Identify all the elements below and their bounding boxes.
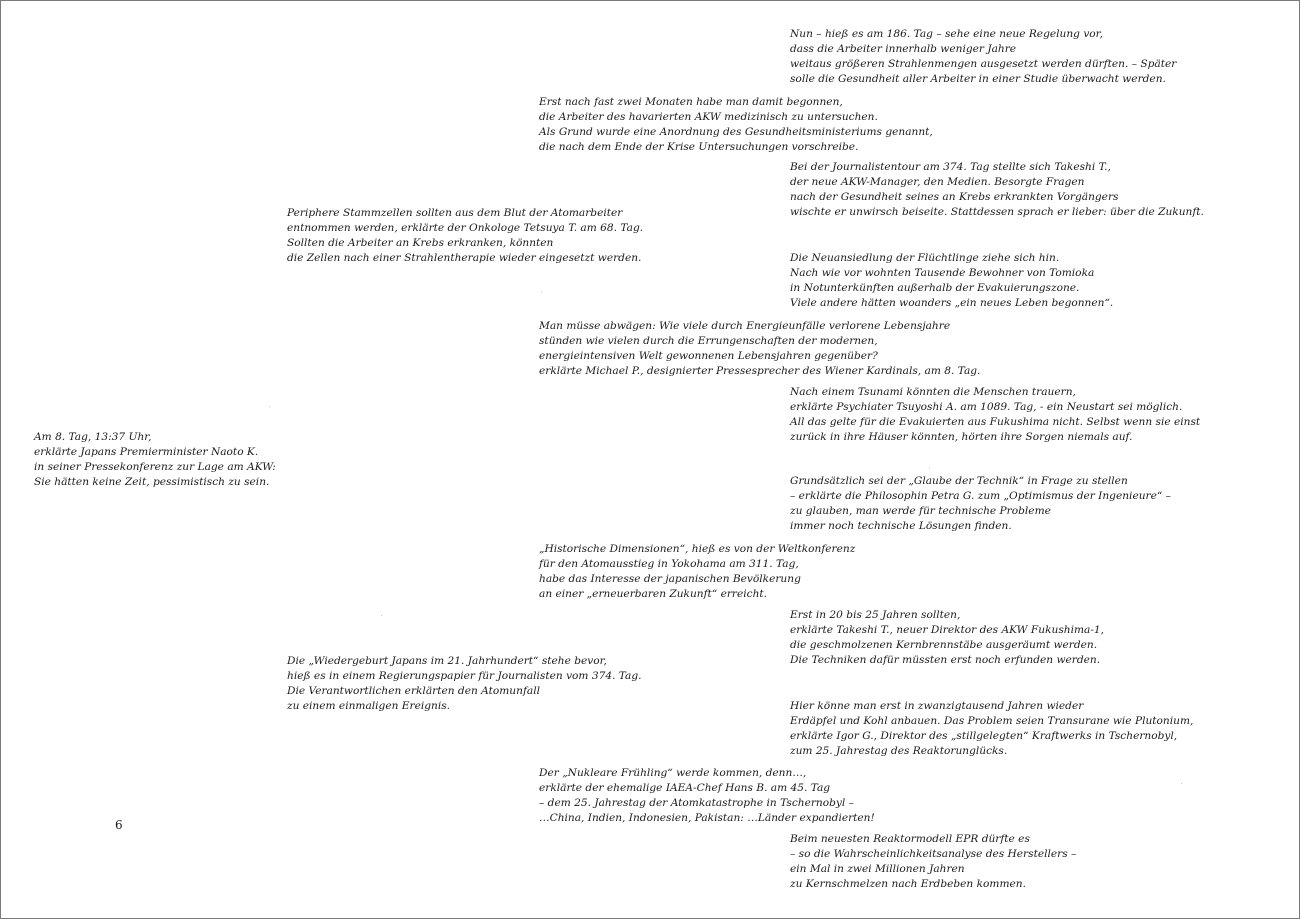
text-block-tsunami: Nach einem Tsunami könnten die Menschen trauern, erklärte Psychiater Tsuyoshi A. am 1089. Tag, - ein Neustart sei möglich. All das gelte für die Evakuierten aus Fukushima nicht. Selbst wenn sie einst zurück in ihre Häuser könnten, hörten ihre Sorgen niemals auf. xyxy=(790,386,1201,443)
paper-speck xyxy=(1181,783,1182,784)
text-block-stem-cells: Periphere Stammzellen sollten aus dem Blut der Atomarbeiter entnommen werden, erklärte der Onkologe Tetsuya T. am 68. Tag. Sollten die Arbeiter an Krebs erkranken, könnten die Zellen nach einer Strahlentherapie wieder eingesetzt werden. xyxy=(287,207,644,264)
paper-speck xyxy=(269,406,270,407)
text-block-nuclear-spring: Der „Nukleare Frühling“ werde kommen, denn…, erklärte der ehemalige IAEA-Chef Hans B. am 45. Tag – dem 25. Jahrestag der Atomkatastrophe in Tschernobyl – …China, Indien, Indonesien, Pakistan: …Länder expandierten! xyxy=(539,767,875,824)
text-block-historic-dimensions: „Historische Dimensionen“, hieß es von der Weltkonferenz für den Atomausstieg in Yokohama am 311. Tag, habe das Interesse der japanischen Bevölkerung an einer „erneuerbaren Zukunft“ erreicht. xyxy=(539,543,856,600)
text-block-day-374-takeshi: Bei der Journalistentour am 374. Tag stellte sich Takeshi T., der neue AKW-Manager, den Medien. Besorgte Fragen nach der Gesundheit seines an Krebs erkrankten Vorgängers wischte er unwirsch beiseite. Stattdessen sprach er lieber: über die Zukunft. xyxy=(790,161,1204,218)
text-block-day-8-naoto: Am 8. Tag, 13:37 Uhr, erklärte Japans Premierminister Naoto K. in seiner Pressekonferenz zur Lage am AKW: Sie hätten keine Zeit, pessimistisch zu sein. xyxy=(34,431,276,488)
text-block-rebirth-of-japan: Die „Wiedergeburt Japans im 21. Jahrhundert“ stehe bevor, hieß es in einem Regierungspapier für Journalisten vom 374. Tag. Die Verantwortlichen erklärten den Atomunfall zu einem einmaligen Ereignis. xyxy=(287,655,642,712)
text-block-resettlement: Die Neuansiedlung der Flüchtlinge ziehe sich hin. Nach wie vor wohnten Tausende Bewohner von Tomioka in Notunterkünften außerhalb der Evakuierungszone. Viele andere hätten woanders „ein neues Leben begonnen“. xyxy=(790,252,1114,309)
text-block-chernobyl-20000-years: Hier könne man erst in zwanzigtausend Jahren wieder Erdäpfel und Kohl anbauen. Das Problem seien Transurane wie Plutonium, erklärte Igor G., Direktor des „stillgelegten“ Kraftwerks in Tschernobyl, zum 25. Jahrestag des Reaktorunglücks. xyxy=(790,700,1194,757)
text-block-faith-in-technology: Grundsätzlich sei der „Glaube der Technik“ in Frage zu stellen – erklärte die Philosophin Petra G. zum „Optimismus der Ingenieure“ – zu glauben, man werde für technische Probleme immer noch technische Lösungen finden. xyxy=(790,475,1171,532)
text-block-weighing: Man müsse abwägen: Wie viele durch Energieunfälle verlorene Lebensjahre stünden wie vielen durch die Errungenschaften der modernen, energieintensiven Welt gewonnenen Lebensjahren gegenüber? erklärte Michael P., designierter Pressesprecher des Wiener Kardinals, am 8. Tag. xyxy=(539,320,981,377)
paper-speck xyxy=(541,291,542,292)
text-block-epr-reactor: Beim neuesten Reaktormodell EPR dürfte es – so die Wahrscheinlichkeitsanalyse des Herstellers – ein Mal in zwei Millionen Jahren zu Kernschmelzen nach Erdbeben kommen. xyxy=(790,833,1077,890)
text-block-day-186: Nun – hieß es am 186. Tag – sehe eine neue Regelung vor, dass die Arbeiter innerhalb weniger Jahre weitaus größeren Strahlenmengen ausgesetzt werden dürften. – Später solle die Gesundheit aller Arbeiter in einer Studie überwacht werden. xyxy=(790,28,1177,85)
text-block-two-months: Erst nach fast zwei Monaten habe man damit begonnen, die Arbeiter des havarierten AKW medizinisch zu untersuchen. Als Grund wurde eine Anordnung des Gesundheitsministeriums genannt, die nach dem Ende der Krise Untersuchungen vorschreibe. xyxy=(539,96,933,153)
page-number: 6 xyxy=(115,818,123,832)
paper-speck xyxy=(929,467,930,468)
text-block-20-to-25-years: Erst in 20 bis 25 Jahren sollten, erklärte Takeshi T., neuer Direktor des AKW Fukushima-1, die geschmolzenen Kernbrennstäbe ausgeräumt werden. Die Techniken dafür müssten erst noch erfunden werden. xyxy=(790,609,1105,666)
paper-speck xyxy=(381,615,382,616)
